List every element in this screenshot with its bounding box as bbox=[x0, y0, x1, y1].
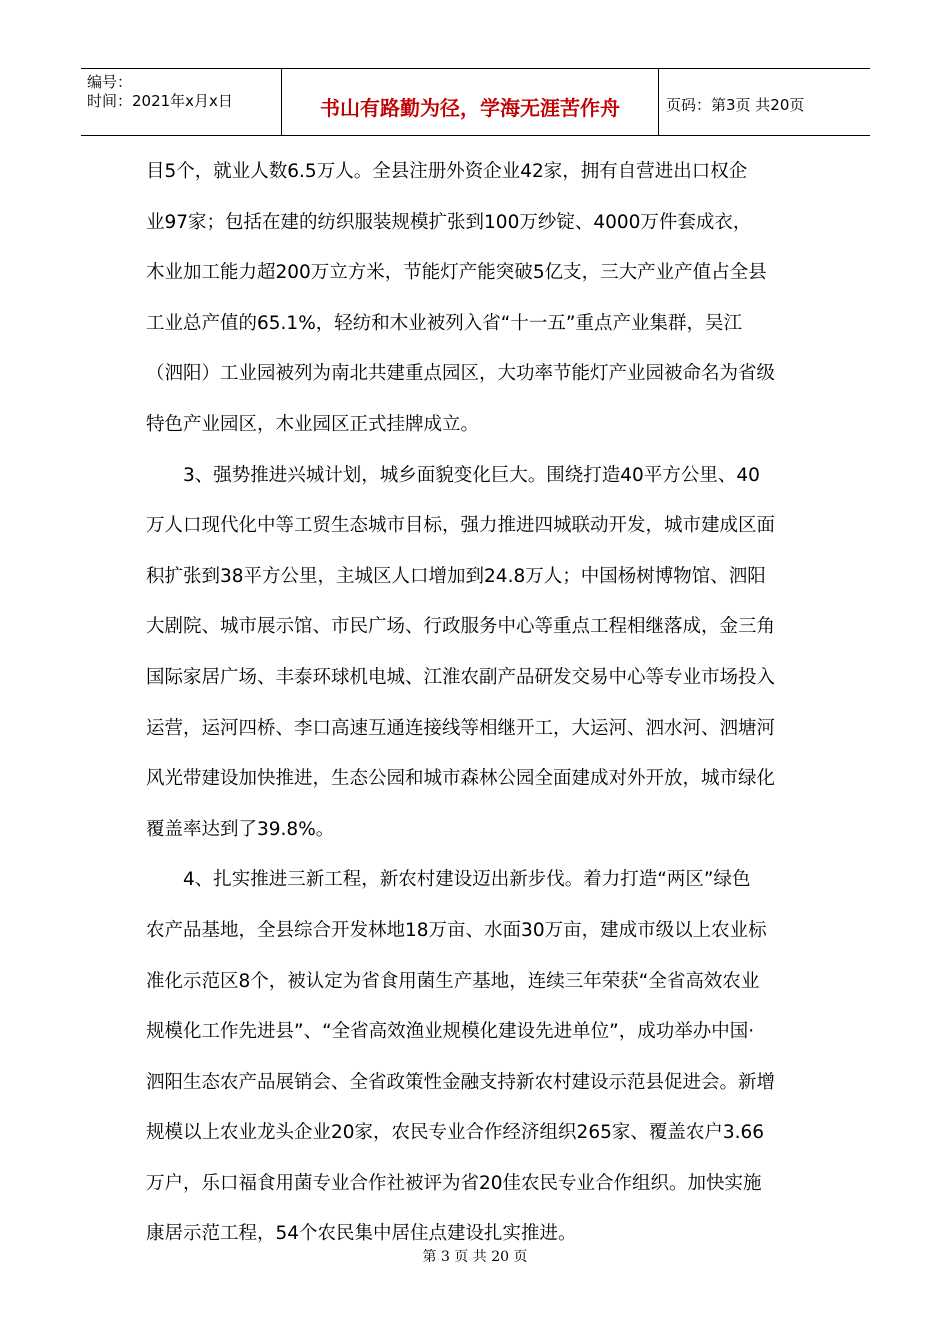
paragraph-start-line: 3、强势推进兴城计划，城乡面貌变化巨大。围绕打造40平方公里、40 bbox=[183, 464, 760, 486]
body-line: 风光带建设加快推进，生态公园和城市森林公园全面建成对外开放，城市绿化 bbox=[146, 768, 776, 790]
body-line: 业97家；包括在建的纺织服装规模扩张到100万纱锭、4000万件套成衣， bbox=[146, 211, 752, 233]
page-footer: 第 3 页 共 20 页 bbox=[422, 1249, 528, 1265]
body-line: 泗阳生态农产品展销会、全省政策性金融支持新农村建设示范县促进会。新增 bbox=[146, 1071, 776, 1093]
body-line: 工业总产值的65.1%，轻纺和木业被列入省“十一五”重点产业集群，吴江 bbox=[146, 312, 742, 334]
body-line: 万人口现代化中等工贸生态城市目标，强力推进四城联动开发，城市建成区面 bbox=[146, 515, 776, 537]
header-motto: 书山有路勤为径，学海无涯苦作舟 bbox=[320, 96, 620, 120]
document-body bbox=[146, 147, 806, 1260]
body-line: 目5个，就业人数6.5万人。全县注册外资企业42家，拥有自营进出口权企 bbox=[146, 161, 748, 182]
body-line: 康居示范工程，54个农民集中居住点建设扎实推进。 bbox=[146, 1223, 577, 1245]
header-info-cell bbox=[81, 69, 282, 135]
body-line: 规模化工作先进县”、“全省高效渔业规模化建设先进单位”，成功举办中国· bbox=[146, 1021, 755, 1043]
paragraph-start-line: 4、扎实推进三新工程，新农村建设迈出新步伐。着力打造“两区”绿色 bbox=[183, 869, 751, 891]
document-header bbox=[81, 68, 870, 136]
body-line: 特色产业园区，木业园区正式挂牌成立。 bbox=[146, 413, 480, 435]
body-line: 国际家居广场、丰泰环球机电城、江淮农副产品研发交易中心等专业市场投入 bbox=[146, 666, 776, 688]
body-line: 农产品基地，全县综合开发林地18万亩、水面30万亩，建成市级以上农业标 bbox=[146, 919, 767, 941]
body-line: 万户，乐口福食用菌专业合作社被评为省20佳农民专业合作组织。加快实施 bbox=[146, 1172, 762, 1194]
body-line: 准化示范区8个，被认定为省食用菌生产基地，连续三年荣获“全省高效农业 bbox=[146, 970, 760, 992]
header-page-info: 页码：第3页 共20页 bbox=[666, 96, 805, 114]
body-line: （泗阳）工业园被列为南北共建重点园区，大功率节能灯产业园被命名为省级 bbox=[146, 363, 776, 385]
header-motto-cell bbox=[282, 69, 659, 135]
document-time-label: 时间：2021年x月x日 bbox=[87, 92, 233, 110]
header-page-cell bbox=[659, 69, 870, 135]
body-line: 运营，运河四桥、李口高速互通连接线等相继开工，大运河、泗水河、泗塘河 bbox=[146, 717, 776, 739]
body-line: 覆盖率达到了39.8%。 bbox=[146, 818, 335, 840]
document-number-label: 编号： bbox=[87, 73, 133, 91]
body-line: 积扩张到38平方公里，主城区人口增加到24.8万人；中国杨树博物馆、泗阳 bbox=[146, 565, 766, 587]
body-line: 木业加工能力超200万立方米，节能灯产能突破5亿支，三大产业产值占全县 bbox=[146, 262, 767, 284]
body-line: 大剧院、城市展示馆、市民广场、行政服务中心等重点工程相继落成，金三角 bbox=[146, 616, 776, 638]
body-line: 规模以上农业龙头企业20家，农民专业合作经济组织265家、覆盖农户3.66 bbox=[146, 1122, 765, 1144]
